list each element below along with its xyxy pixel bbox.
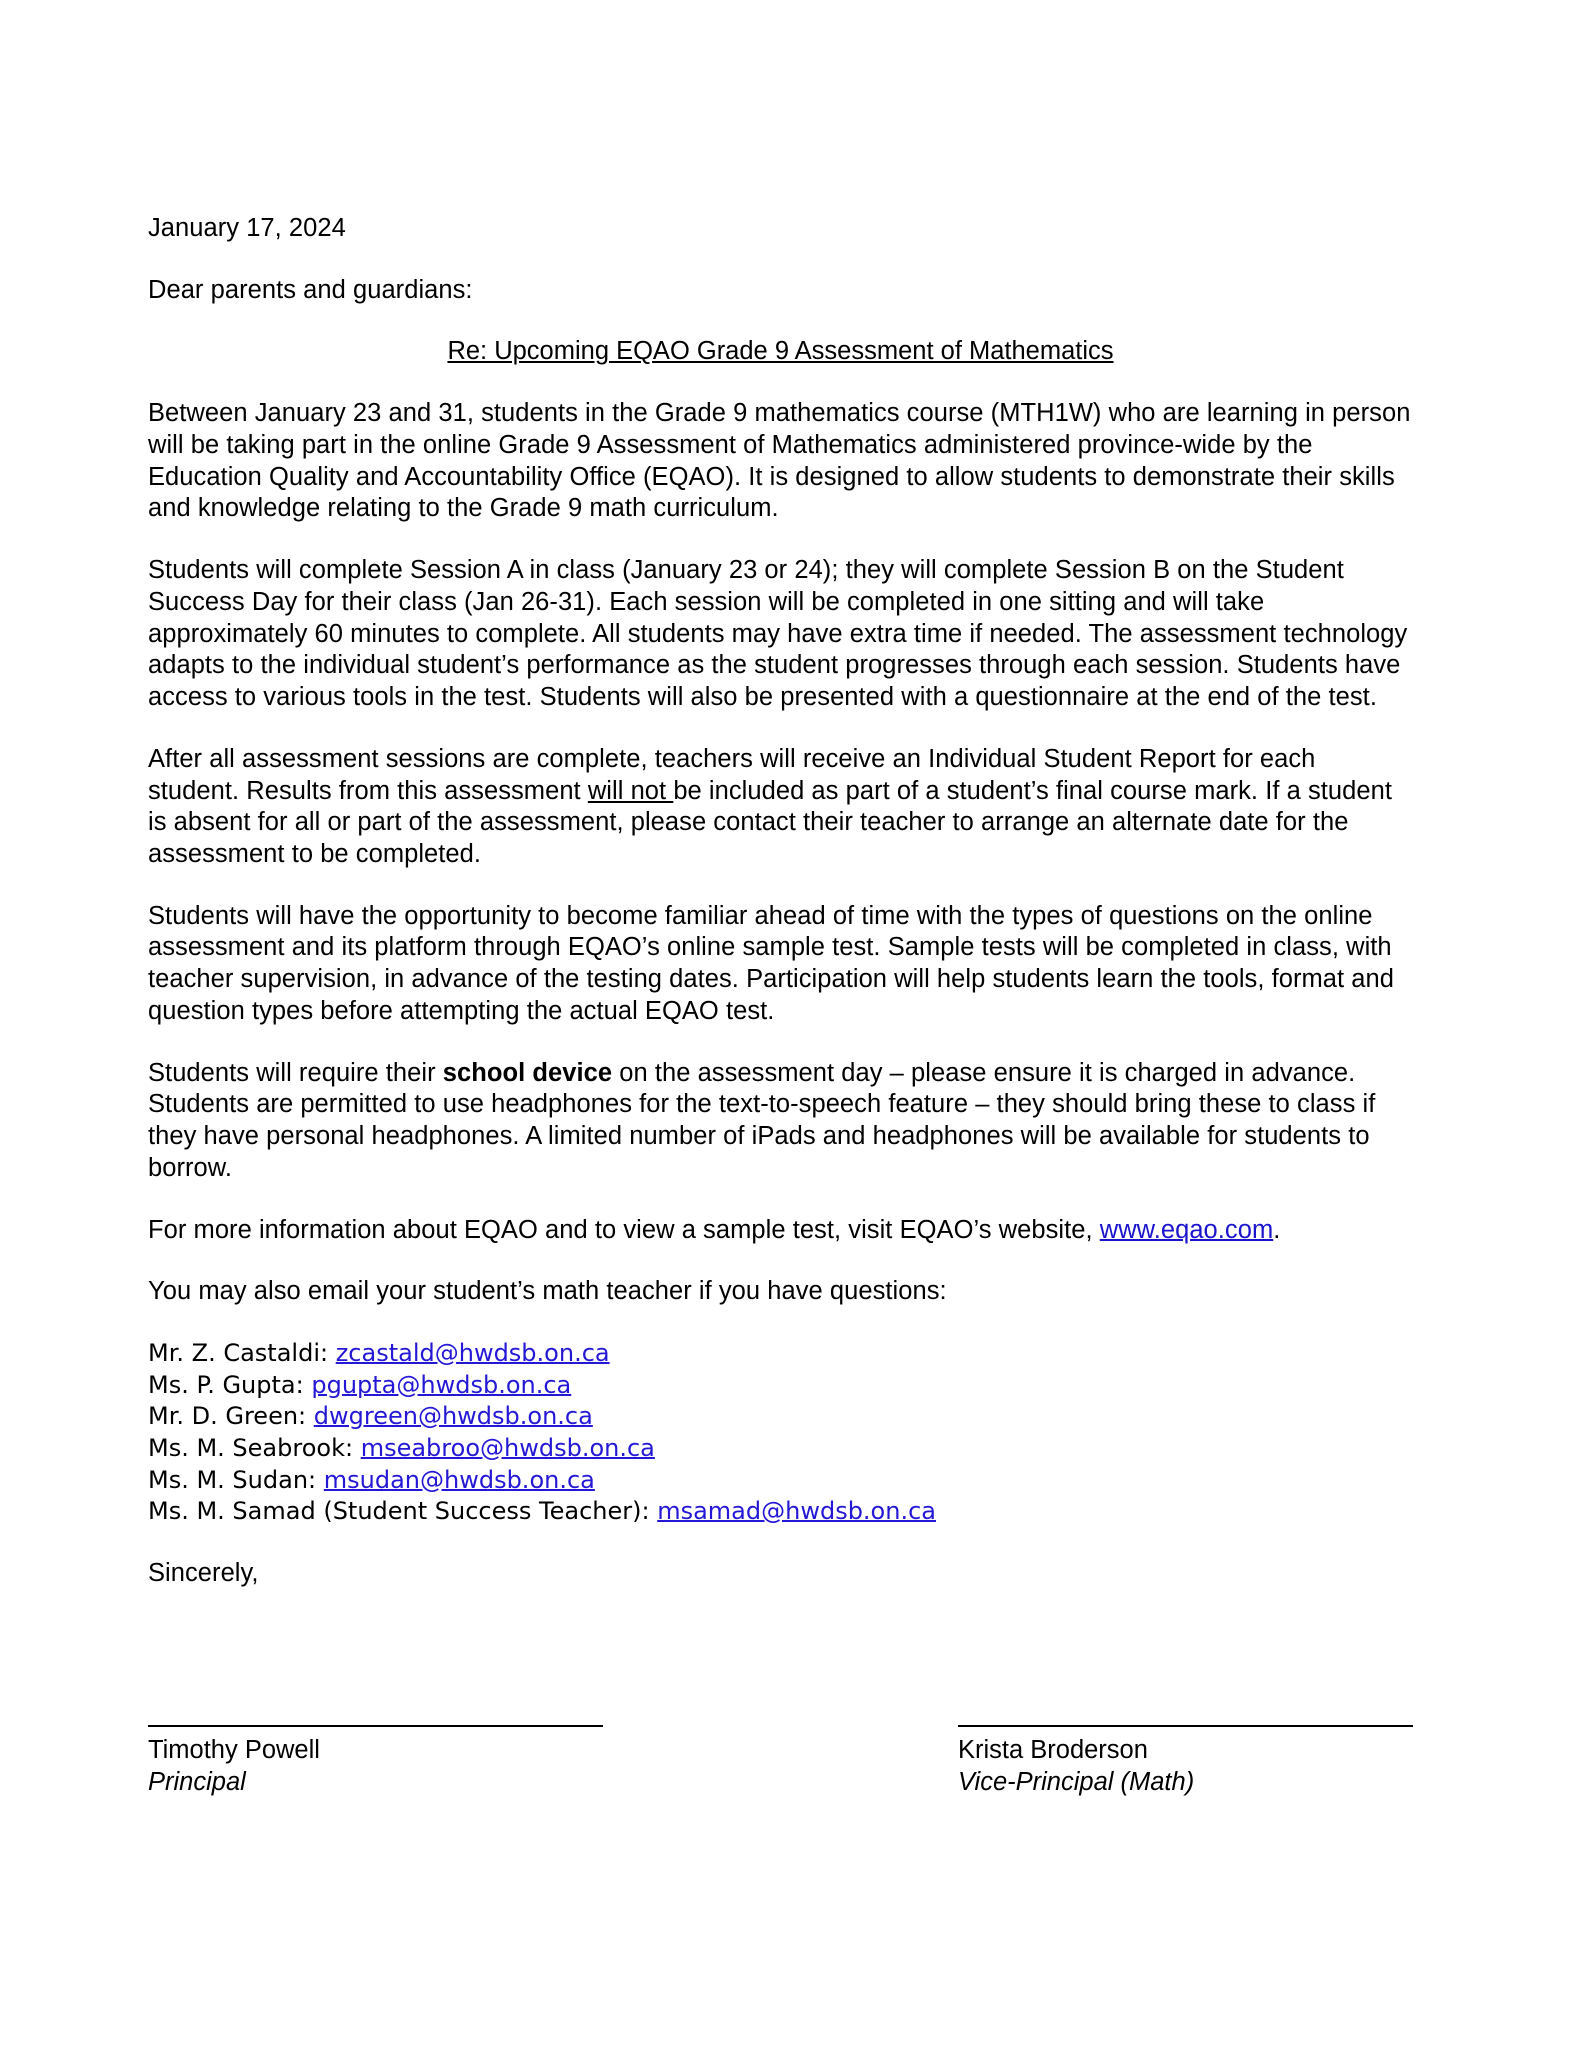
paragraph-3	[148, 744, 1413, 871]
contact-email-link[interactable]: pgupta@hwdsb.on.ca	[311, 1370, 572, 1399]
paragraph-6-text-before: For more information about EQAO and to view a sample test, visit EQAO’s website,	[148, 1215, 1100, 1244]
paragraph-3-text-before: After all assessment sessions are complete, teachers will receive an Individual Student Report for each student. Results from this assessment	[148, 744, 1316, 805]
signoff: Sincerely,	[148, 1559, 259, 1588]
signature-rule	[148, 1725, 603, 1727]
list-item	[148, 1433, 1413, 1465]
list-item	[148, 1401, 1413, 1433]
list-item	[148, 1496, 1413, 1528]
signature-rule	[958, 1725, 1413, 1727]
paragraph-3-emphasis: will not	[587, 776, 674, 805]
signature-name: Krista Broderson	[958, 1736, 1148, 1764]
paragraph-6	[148, 1215, 1413, 1247]
subject-line	[148, 336, 1413, 368]
paragraph-6-text-after: .	[1273, 1215, 1281, 1244]
contact-name: Ms. M. Samad (Student Success Teacher):	[148, 1497, 658, 1526]
letter-date: January 17, 2024	[148, 214, 346, 242]
paragraph-5	[148, 1058, 1413, 1185]
signature-title: Principal	[148, 1767, 246, 1796]
signature-right	[958, 1725, 1413, 1799]
email-intro: You may also email your student’s math teacher if you have questions:	[148, 1277, 947, 1306]
contact-name: Mr. Z. Castaldi:	[148, 1339, 336, 1368]
contact-name: Ms. M. Sudan:	[148, 1465, 324, 1494]
contact-email-link[interactable]: dwgreen@hwdsb.on.ca	[313, 1402, 593, 1431]
contact-name: Ms. M. Seabrook:	[148, 1434, 361, 1463]
contact-name: Ms. P. Gupta:	[148, 1370, 312, 1399]
paragraph-2: Students will complete Session A in class (January 23 or 24); they will complete Session B on the Student Success Day for their class (Jan 26-31). Each session will be completed in one sitting and will take approximately 60 minutes to complete. All students may have extra time if needed. The assessment technology adapts to the individual student’s performance as the student progresses through each session. Students have access to various tools in the test. Students will also be presented with a questionnaire at the end of the test.	[148, 556, 1408, 712]
list-item	[148, 1370, 1413, 1402]
contact-email-link[interactable]: msamad@hwdsb.on.ca	[657, 1497, 936, 1526]
list-item	[148, 1465, 1413, 1497]
teacher-contact-list	[148, 1338, 1413, 1528]
letter-body	[148, 213, 1413, 1620]
subject-text: Re: Upcoming EQAO Grade 9 Assessment of Mathematics	[447, 337, 1114, 366]
paragraph-3-text-after: be included as part of a student’s final course mark. If a student is absent for all or part of the assessment, please contact their teacher to arrange an alternate date for the assessment to be completed.	[148, 776, 1392, 869]
contact-email-link[interactable]: zcastald@hwdsb.on.ca	[335, 1339, 610, 1368]
signature-block	[148, 1725, 1413, 1799]
signature-title: Vice-Principal (Math)	[958, 1767, 1195, 1796]
salutation: Dear parents and guardians:	[148, 275, 473, 304]
list-item	[148, 1338, 1413, 1370]
paragraph-4: Students will have the opportunity to become familiar ahead of time with the types of questions on the online assessment and its platform through EQAO’s online sample test. Sample tests will be completed in class, with teacher supervision, in advance of the testing dates. Participation will help students learn the tools, format and question types before attempting the actual EQAO test.	[148, 901, 1394, 1025]
contact-email-link[interactable]: msudan@hwdsb.on.ca	[323, 1465, 595, 1494]
contact-email-link[interactable]: mseabroo@hwdsb.on.ca	[360, 1434, 655, 1463]
contact-name: Mr. D. Green:	[148, 1402, 314, 1431]
eqao-website-link[interactable]: www.eqao.com	[1099, 1215, 1274, 1244]
paragraph-5-text-before: Students will require their	[148, 1058, 443, 1087]
paragraph-5-text-after: on the assessment day – please ensure it is charged in advance. Students are permitted to use headphones for the text-to-speech feature – they should bring these to class if they have personal headphones. A limited number of iPads and headphones will be available for students to borrow.	[148, 1058, 1376, 1182]
signature-name: Timothy Powell	[148, 1736, 320, 1764]
paragraph-5-bold: school device	[442, 1058, 613, 1087]
signature-left	[148, 1725, 603, 1799]
paragraph-1: Between January 23 and 31, students in the Grade 9 mathematics course (MTH1W) who are learning in person will be taking part in the online Grade 9 Assessment of Mathematics administered province-wide by the Education Quality and Accountability Office (EQAO). It is designed to allow students to demonstrate their skills and knowledge relating to the Grade 9 math curriculum.	[148, 399, 1411, 523]
